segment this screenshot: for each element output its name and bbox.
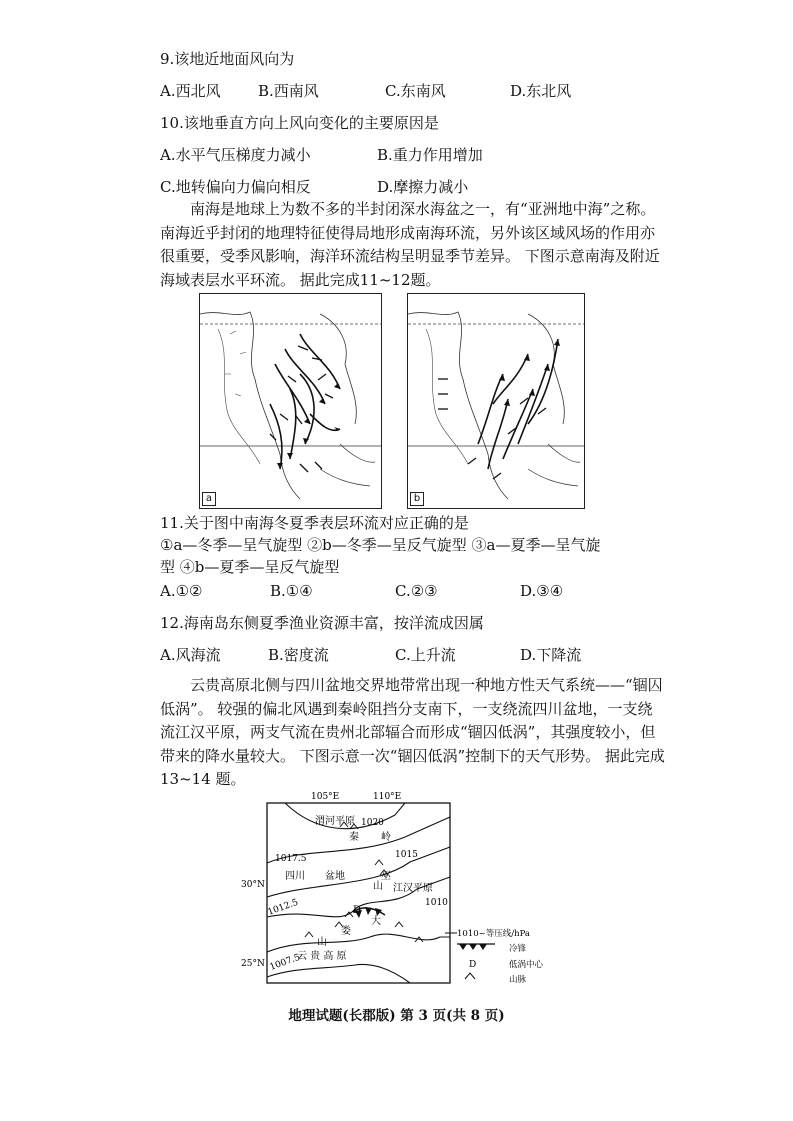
page-footer: 地理试题(长郡版) 第 3 页(共 8 页) [288,1008,505,1024]
place-shan-2: 山 [317,937,327,948]
q9-option-b: B.西南风 [258,82,319,100]
place-qin: 秦 [349,832,359,843]
place-jianghan-plain: 江汉平原 [393,883,433,894]
current-map-a-drawing [200,294,381,508]
q12-option-c: C.上升流 [395,646,456,664]
current-map-a [199,293,382,509]
q11-choices-line1: ①a—冬季—呈气旋型 ②b—冬季—呈反气旋型 ③a—夏季—呈气旋 [160,536,601,554]
place-shan-1: 山 [373,881,383,892]
cold-front-icon [457,944,495,950]
mountain-icon [465,973,475,979]
lon-label-105: 105°E [311,792,340,802]
legend-mountain-text: 山脉 [509,975,527,985]
q12-option-b: B.密度流 [268,646,329,664]
q10-option-b: B.重力作用增加 [377,146,483,164]
isobar-1015: 1015 [395,850,418,860]
q9-stem: 9.该地近地面风向为 [160,50,295,68]
low-center-d: D [353,905,362,916]
q12-option-a: A.风海流 [160,646,221,664]
q11-stem: 11.关于图中南海冬夏季表层环流对应正确的是 [160,514,469,532]
lat-label-30: 30°N [241,880,265,890]
isobar-1010: 1010 [425,898,448,908]
q11-option-a: A.①② [160,582,203,600]
q10-option-c: C.地转偏向力偏向相反 [160,178,311,196]
legend-isobar-text: 1010~等压线/hPa [457,929,530,939]
q10-option-d: D.摩擦力减小 [377,178,469,196]
q10-option-a: A.水平气压梯度力减小 [160,146,311,164]
q9-option-c: C.东南风 [385,82,446,100]
q12-option-d: D.下降流 [520,646,582,664]
map-b-label: b [410,492,424,506]
place-basin: 盆地 [325,871,345,882]
passage-vortex: 云贵高原北侧与四川盆地交界地带常出现一种地方性天气系统——“锢囚低涡”。 较强的偏北风遇到秦岭阻挡分支南下，一支绕流四川盆地，一支绕流江汉平原，两支气流在贵州北部辐合而形成“锢囚低涡”，其强度较小，但带来的降水量较大。 下图示意一次“锢囚低涡”控制下的天气形势。 据此完成13~14 题。 [160,676,665,788]
map-a-label: a [202,492,216,506]
isobar-map [241,787,575,1002]
place-weihe-plain: 渭河平原 [315,816,355,827]
q10-stem: 10.该地垂直方向上风向变化的主要原因是 [160,114,439,132]
lon-label-110: 110°E [373,792,402,802]
isobar-1020: 1020 [361,818,384,828]
place-ling: 岭 [381,832,391,843]
q9-option-a: A.西北风 [160,82,221,100]
isobar-1007-5: 1007.5 [268,952,302,973]
isobar-1012-5: 1012.5 [266,897,300,918]
legend-low-center-text: 低涡中心 [509,960,544,970]
place-yungui-plateau: 云 贵 高 原 [297,951,347,962]
place-sichuan: 四川 [285,871,305,882]
q11-option-c: C.②③ [395,582,438,600]
q9-option-d: D.东北风 [510,82,572,100]
q11-option-d: D.③④ [520,582,564,600]
lat-label-25: 25°N [241,959,265,969]
isobar-1017-5: 1017.5 [275,854,307,864]
current-map-b-drawing [408,294,584,508]
q11-choices-line2: 型 ④b—夏季—呈反气旋型 [160,558,340,576]
low-center-icon: D [469,960,477,970]
legend-cold-front-text: 冷锋 [509,944,527,954]
place-wu: 巫 [381,871,391,882]
q12-stem: 12.海南岛东侧夏季渔业资源丰富，按洋流成因属 [160,614,484,632]
passage-south-china-sea: 南海是地球上为数不多的半封闭深水海盆之一，有“亚洲地中海”之称。南海近乎封闭的地理特征使得局地形成南海环流，另外该区域风场的作用亦很重要，受季风影响，海洋环流结构呈明显季节差异。 下图示意南海及附近海域表层水平环流。 据此完成11~12题。 [160,200,660,289]
isobar-map-drawing [241,787,575,1002]
q11-option-b: B.①④ [270,582,313,600]
place-lou: 娄 [341,926,351,937]
current-map-b [407,293,585,509]
place-da: 大 [371,916,381,927]
